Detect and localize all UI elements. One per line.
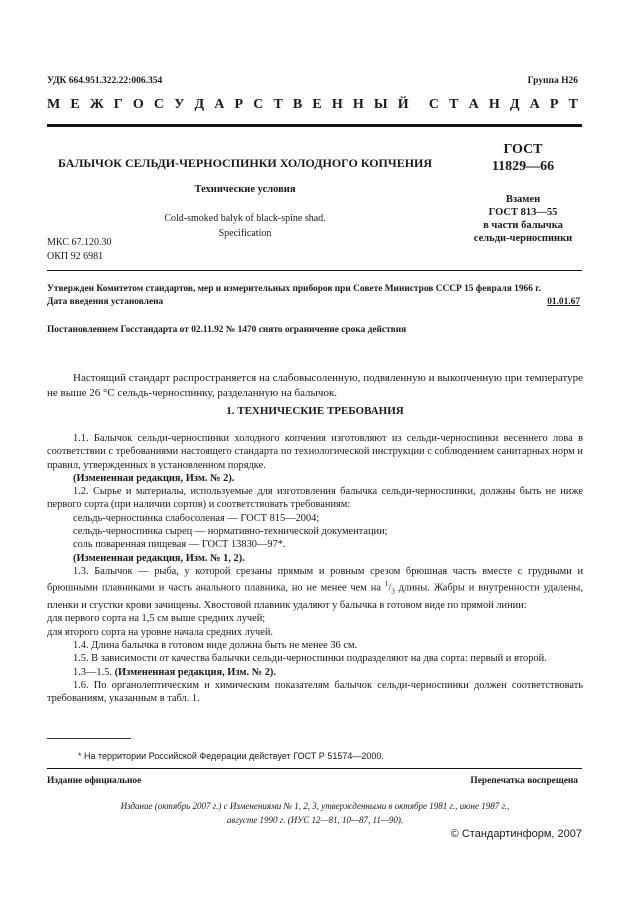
english-title: Cold-smoked balyk of black-spine shad. [164,213,326,224]
section-title: 1. ТЕХНИЧЕСКИЕ ТРЕБОВАНИЯ [226,405,404,417]
footer-divider [47,768,582,769]
clause-1-2: 1.2. Сырье и материалы, используемые для изготовления балычка сельди-черноспинки, должны быть не ниже первого сорта (при наличии сортов) и соответствовать требованиям: [47,486,583,511]
footnote-divider [47,738,131,739]
requirement-item: для первого сорта на 1,5 см выше средних лучей; [47,613,266,625]
clause-1-6: 1.6. По органолептическим и химическим показателям балычок сельди-черноспинки должен соответствовать требованиям, указанным в табл. 1. [47,679,583,705]
requirements-text [47,432,583,705]
replaces-line: Взамен [505,194,541,205]
scope-paragraph: Настоящий стандарт распространяется на слабовысоленную, подвяленную и выкопченную при температуре не выше 26 °С сельдь-черноспинку, разделанную на балычок. [47,372,583,399]
approved-by: Утвержден Комитетом стандартов, мер и измерительных приборов при Совете Министров СССР 15 февраля 1966 г. [47,284,541,294]
title-divider [47,270,582,271]
fraction-numerator: 1 [384,580,389,589]
document-subtitle: Технические условия [194,184,296,195]
classification-codes [47,236,111,264]
udk-code: УДК 664.951.322.22:006.354 [47,76,163,86]
requirement-item: сельдь-черноспинка слабосоленая — ГОСТ 815—2004; [73,512,320,524]
header-divider [47,124,582,127]
requirement-item: сельдь-черноспинка сырец — нормативно-технической документации; [73,526,388,538]
intro-date: 01.01.67 [547,297,580,307]
clause-1-5: 1.5. В зависимости от качества балычки сельди-черноспинки подразделяют на два сорта: первый и второй. [73,653,547,665]
replaces-block [448,193,598,245]
fraction-denominator: 3 [391,587,395,596]
standard-type-banner: М Е Ж Г О С У Д А Р С Т В Е Н Н Ы Й С Т А Н Д А Р Т [47,97,578,112]
english-subtitle: Specification [218,228,272,239]
reprint-notice: Перепечатка воспрещена [470,776,578,786]
group-code: Группа Н26 [527,76,578,86]
replaces-line: ГОСТ 813—55 [488,207,558,218]
requirement-item: для второго сорта на уровне начала средних лучей. [47,626,273,638]
copyright: © Стандартинформ, 2007 [450,828,582,840]
gost-designation [448,141,598,175]
amendment-note: (Измененная редакция, Изм. № 2). [73,472,235,484]
validity-removed-note: Постановлением Госстандарта от 02.11.92 № 1470 снято ограничение срока действия [47,325,407,335]
gost-label: ГОСТ [503,142,543,157]
amendment-note: (Измененная редакция, Изм. № 1, 2). [73,552,245,564]
intro-date-label: Дата введения установлена [47,297,164,307]
clause-1-3: 1.3. Балычок — рыба, у которой срезаны прямым и ровным срезом брюшная часть вместе с грудными и брюшными плавниками и часть анального плавника, но не менее чем на $^1/_3$ длины. Жабры и внутренности удалены, пленки и сгустки крови зачищены. Хвостовой плавник удаляют у балычка в готовом виде по прямой линии: [47,565,583,612]
gost-number: 11829—66 [491,159,555,174]
clause-1-1: 1.1. Балычок сельди-черноспинки холодного копчения изготовляют из сельди-черноспинки весеннего лова в соответствии с требованиями настоящего стандарта по технологической инструкции с соблюдением санитарных норм и правил, утвержденных в установленном порядке. [47,433,583,471]
requirement-item: соль поваренная пищевая — ГОСТ 13830—97*. [73,539,286,551]
replaces-line: сельди-черноспинки [473,233,573,244]
copyright-icon: © [450,828,459,840]
edition-note: Издание (октябрь 2007 г.) с Изменениями № 1, 2, 3, утвержденными в октябре 1981 г., июне 1987 г., августе 1990 г. (ИУС 12—81, 10—87, 11—90). [120,801,510,825]
clauses-1-3-1-5-amendment: 1.3—1.5. (Измененная редакция, Изм. № 2). [73,666,276,678]
mks-code: МКС 67.120.30 [47,237,112,248]
clause-1-4: 1.4. Длина балычка в готовом виде должна быть не менее 36 см. [73,640,358,651]
okp-code: ОКП 92 6981 [47,251,104,262]
replaces-line: в части балычка [483,220,563,231]
approval-block [47,283,580,309]
document-title: БАЛЫЧОК СЕЛЬДИ-ЧЕРНОСПИНКИ ХОЛОДНОГО КОПЧЕНИЯ [58,156,433,170]
footnote: * На территории Российской Федерации действует ГОСТ Р 51574—2000. [78,751,384,761]
edition-label: Издание официальное [47,776,142,786]
